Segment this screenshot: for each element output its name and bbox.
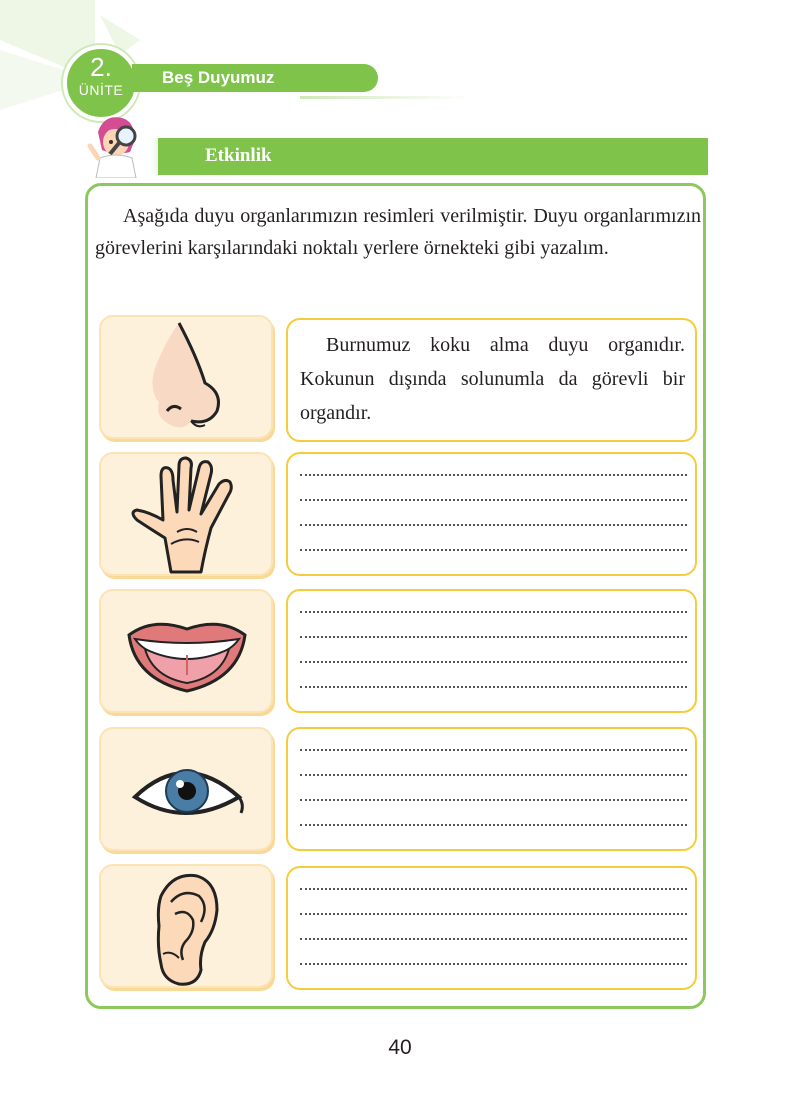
eye-icon xyxy=(101,729,275,853)
ear-icon xyxy=(101,866,275,990)
nose-icon xyxy=(101,317,275,441)
scientist-girl-icon xyxy=(80,112,152,178)
answer-box-ear[interactable] xyxy=(286,866,697,990)
dotted-line xyxy=(300,938,687,940)
organ-picture-tongue xyxy=(99,589,273,713)
unit-badge xyxy=(63,45,139,121)
dotted-line xyxy=(300,524,687,526)
dotted-line xyxy=(300,774,687,776)
answer-box-tongue[interactable] xyxy=(286,589,697,713)
dotted-line xyxy=(300,499,687,501)
instructions-text: Aşağıda duyu organlarımızın resimleri verilmiştir. Duyu organlarımızın görevlerini karşılarındaki noktalı yerlere örnekteki gibi yazalım. xyxy=(95,205,701,259)
organ-picture-ear xyxy=(99,864,273,988)
dotted-line xyxy=(300,799,687,801)
dotted-line xyxy=(300,888,687,890)
organ-picture-nose xyxy=(99,315,273,439)
dotted-line xyxy=(300,611,687,613)
dotted-line xyxy=(300,824,687,826)
sample-answer: Burnumuz koku alma duyu organıdır. Kokunun dışında solunumla da görevli bir organdır. xyxy=(300,334,685,424)
dotted-line xyxy=(300,963,687,965)
activity-label: Etkinlik xyxy=(205,145,272,166)
tongue-icon xyxy=(101,591,275,715)
dotted-line xyxy=(300,474,687,476)
dotted-line xyxy=(300,686,687,688)
unit-label: ÜNİTE xyxy=(78,82,124,98)
organ-picture-hand xyxy=(99,452,273,576)
divider xyxy=(300,96,470,99)
dotted-line xyxy=(300,749,687,751)
answer-box-nose xyxy=(286,318,697,442)
page-number: 40 xyxy=(388,1036,412,1059)
unit-number: 2. xyxy=(90,52,112,82)
unit-title: Beş Duyumuz xyxy=(162,68,275,87)
organ-picture-eye xyxy=(99,727,273,851)
answer-box-eye[interactable] xyxy=(286,727,697,851)
dotted-line xyxy=(300,636,687,638)
dotted-line xyxy=(300,549,687,551)
dotted-line xyxy=(300,661,687,663)
dotted-line xyxy=(300,913,687,915)
answer-box-hand[interactable] xyxy=(286,452,697,576)
hand-icon xyxy=(101,454,275,578)
